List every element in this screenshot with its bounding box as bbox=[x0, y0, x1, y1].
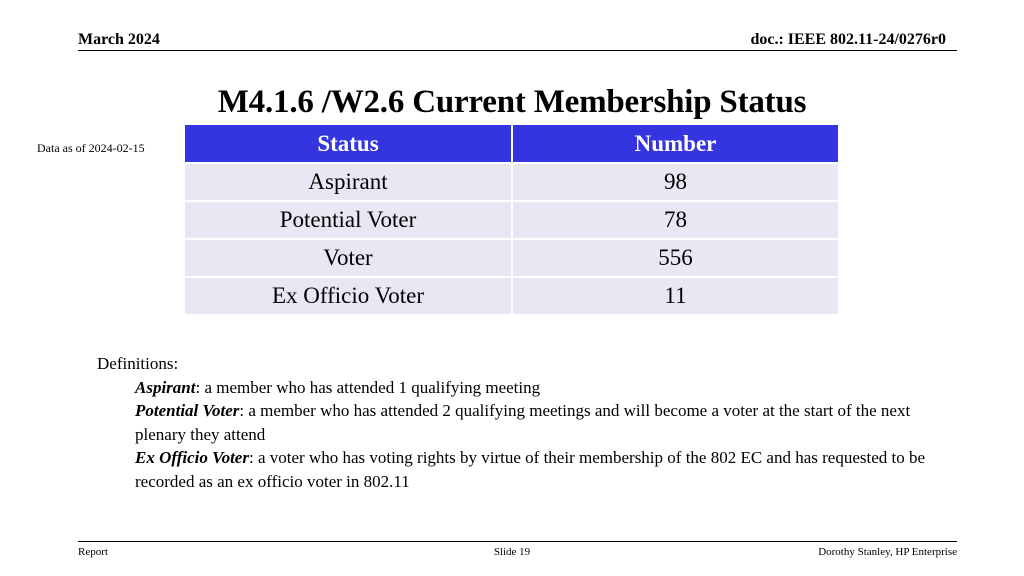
definitions-heading: Definitions: bbox=[97, 354, 179, 373]
footer-slide-number: Slide 19 bbox=[493, 546, 531, 558]
definition-item bbox=[135, 399, 947, 446]
footer-author: Dorothy Stanley, HP Enterprise bbox=[818, 546, 957, 558]
footer-report-label: Report bbox=[78, 546, 108, 558]
table-row bbox=[185, 239, 838, 277]
footer-divider bbox=[78, 541, 957, 542]
status-cell: Potential Voter bbox=[185, 201, 512, 239]
definition-item bbox=[135, 446, 947, 493]
table-header-row bbox=[185, 125, 838, 163]
column-header-number: Number bbox=[512, 125, 838, 163]
definition-text: : a member who has attended 2 qualifying meetings and will become a voter at the start of the next plenary they attend bbox=[135, 401, 911, 444]
header-doc-id: doc.: IEEE 802.11-24/0276r0 bbox=[750, 31, 946, 48]
column-header-status: Status bbox=[185, 125, 512, 163]
number-cell: 98 bbox=[512, 163, 838, 201]
definition-term: Potential Voter bbox=[135, 401, 240, 420]
membership-table bbox=[185, 125, 838, 314]
header-divider bbox=[78, 50, 957, 51]
slide-title: M4.1.6 /W2.6 Current Membership Status bbox=[217, 84, 807, 120]
number-cell: 556 bbox=[512, 239, 838, 277]
number-cell: 11 bbox=[512, 277, 838, 314]
header-date: March 2024 bbox=[78, 31, 160, 48]
table-row bbox=[185, 163, 838, 201]
definition-item bbox=[135, 376, 947, 400]
definition-text: : a member who has attended 1 qualifying meeting bbox=[195, 377, 541, 397]
table-row bbox=[185, 201, 838, 239]
status-cell: Aspirant bbox=[185, 163, 512, 201]
definition-text: : a voter who has voting rights by virtue of their membership of the 802 EC and has requested to be recorded as an ex officio voter in 802.11 bbox=[135, 448, 926, 491]
data-as-of-note: Data as of 2024-02-15 bbox=[37, 141, 145, 155]
definition-term: Aspirant bbox=[135, 377, 196, 397]
table-row bbox=[185, 277, 838, 314]
definitions-section bbox=[97, 352, 947, 493]
status-cell: Ex Officio Voter bbox=[185, 277, 512, 314]
definition-term: Ex Officio Voter bbox=[135, 448, 249, 467]
number-cell: 78 bbox=[512, 201, 838, 239]
status-cell: Voter bbox=[185, 239, 512, 277]
